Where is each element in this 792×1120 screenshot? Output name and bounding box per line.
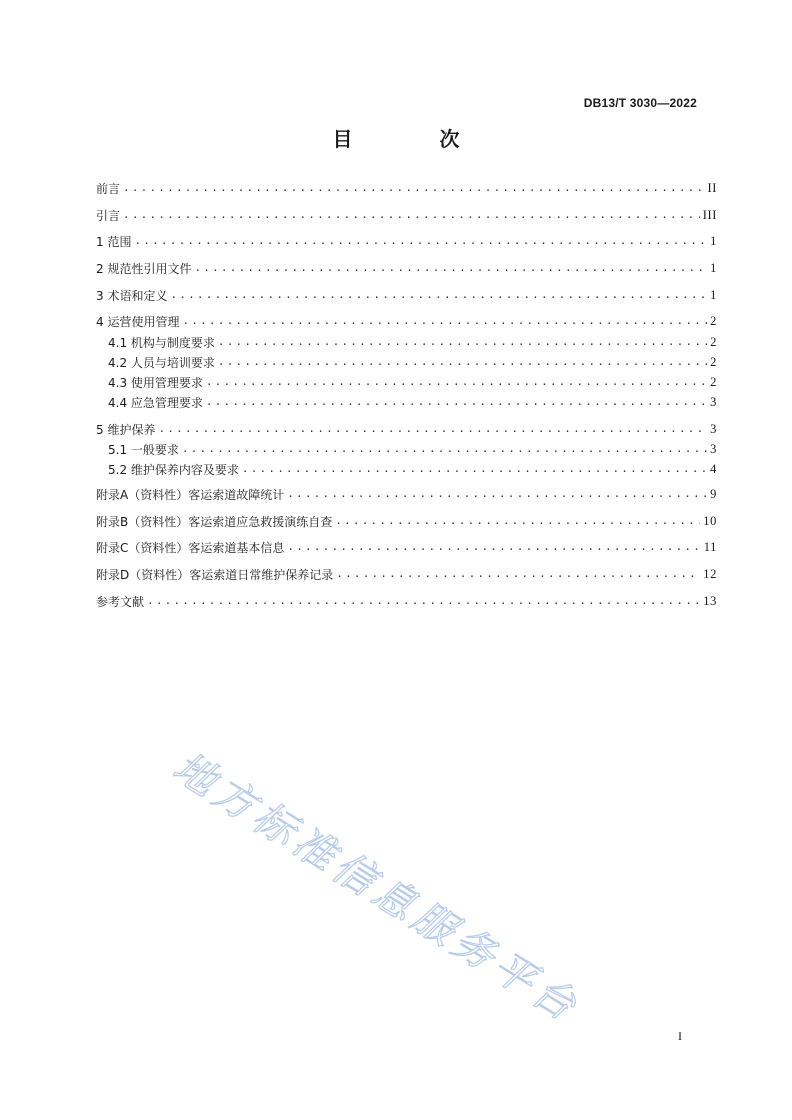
toc-entry-label: 引言 <box>96 208 121 223</box>
toc-dot-leader <box>170 285 707 305</box>
toc-entry-bibliography[interactable] <box>96 591 717 611</box>
toc-entry-label: 前言 <box>96 181 121 196</box>
toc-entry-page: 2 <box>710 313 717 328</box>
toc-entry-5-2[interactable] <box>108 459 717 479</box>
toc-entry-page: 9 <box>710 486 717 501</box>
toc-entry-label: 3 术语和定义 <box>96 288 168 303</box>
toc-entry-page: 2 <box>710 374 717 389</box>
toc-entry-appendix-b[interactable] <box>96 511 717 531</box>
toc-entry-appendix-c[interactable] <box>96 537 717 557</box>
toc-entry-terms-definitions[interactable] <box>96 285 717 305</box>
toc-entry-page: 12 <box>703 566 717 581</box>
toc-dot-leader <box>335 511 700 531</box>
toc-dot-leader <box>287 537 700 557</box>
toc-dot-leader <box>123 205 700 225</box>
toc-entry-label: 附录D（资料性）客运索道日常维护保养记录 <box>96 567 334 582</box>
toc-entry-label: 参考文献 <box>96 594 145 609</box>
toc-entry-page: 3 <box>710 394 717 409</box>
toc-entry-page: 1 <box>710 260 717 275</box>
toc-entry-page: III <box>702 207 717 222</box>
toc-entry-normative-references[interactable] <box>96 258 717 278</box>
toc-entry-page: 3 <box>710 441 717 456</box>
toc-entry-appendix-d[interactable] <box>96 564 717 584</box>
watermark: 地方标准信息服务平台 <box>164 742 589 1033</box>
toc-dot-leader <box>287 484 707 504</box>
toc-entry-maintenance[interactable] <box>96 419 717 439</box>
toc-entry-label: 2 规范性引用文件 <box>96 261 192 276</box>
toc-entry-label: 5.1 一般要求 <box>108 442 179 457</box>
toc-entry-page: 1 <box>710 287 717 302</box>
toc-dot-leader <box>158 419 707 439</box>
toc-dot-leader <box>206 392 707 412</box>
toc-entry-label: 附录B（资料性）客运索道应急救援演练自查 <box>96 514 333 529</box>
toc-entry-label: 5 维护保养 <box>96 422 156 437</box>
page-number: I <box>678 1029 682 1043</box>
toc-entry-label: 4 运营使用管理 <box>96 314 180 329</box>
toc-dot-leader <box>206 372 707 392</box>
toc-entry-page: 1 <box>710 233 717 248</box>
toc-dot-leader <box>182 439 707 459</box>
document-code: DB13/T 3030—2022 <box>583 96 697 110</box>
toc-entry-page: 10 <box>703 513 717 528</box>
toc-dot-leader <box>242 459 707 479</box>
toc-entry-appendix-a[interactable] <box>96 484 717 504</box>
toc-entry-label: 附录C（资料性）客运索道基本信息 <box>96 540 285 555</box>
toc-entry-label: 5.2 维护保养内容及要求 <box>108 462 239 477</box>
toc-entry-4-3[interactable] <box>108 372 717 392</box>
toc-entry-page: 2 <box>710 354 717 369</box>
toc-dot-leader <box>182 311 707 331</box>
toc-entry-label: 4.2 人员与培训要求 <box>108 355 215 370</box>
toc-entry-scope[interactable] <box>96 231 717 251</box>
toc-entry-page: 11 <box>703 539 717 554</box>
toc-entry-page: 2 <box>710 334 717 349</box>
toc-entry-4-4[interactable] <box>108 392 717 412</box>
toc-entry-page: 13 <box>703 593 717 608</box>
toc-entry-page: II <box>707 180 717 195</box>
toc-dot-leader <box>147 591 700 611</box>
toc-entry-introduction[interactable] <box>96 205 717 225</box>
toc-entry-label: 1 范围 <box>96 234 132 249</box>
toc-entry-preface[interactable] <box>96 178 717 198</box>
toc-dot-leader <box>218 352 707 372</box>
toc-entry-page: 4 <box>710 461 717 476</box>
toc-entry-5-1[interactable] <box>108 439 717 459</box>
toc-dot-leader <box>336 564 700 584</box>
toc-dot-leader <box>218 332 707 352</box>
page-title: 目 次 <box>332 127 500 151</box>
toc-entry-label: 4.3 使用管理要求 <box>108 375 203 390</box>
toc-dot-leader <box>123 178 704 198</box>
toc-entry-label: 附录A（资料性）客运索道故障统计 <box>96 487 285 502</box>
toc-dot-leader <box>134 231 707 251</box>
toc-dot-leader <box>194 258 707 278</box>
toc-entry-label: 4.1 机构与制度要求 <box>108 335 215 350</box>
toc-entry-4-2[interactable] <box>108 352 717 372</box>
toc-entry-label: 4.4 应急管理要求 <box>108 395 203 410</box>
toc-entry-page: 3 <box>710 421 717 436</box>
toc-entry-4-1[interactable] <box>108 332 717 352</box>
toc-entry-operation-management[interactable] <box>96 311 717 331</box>
